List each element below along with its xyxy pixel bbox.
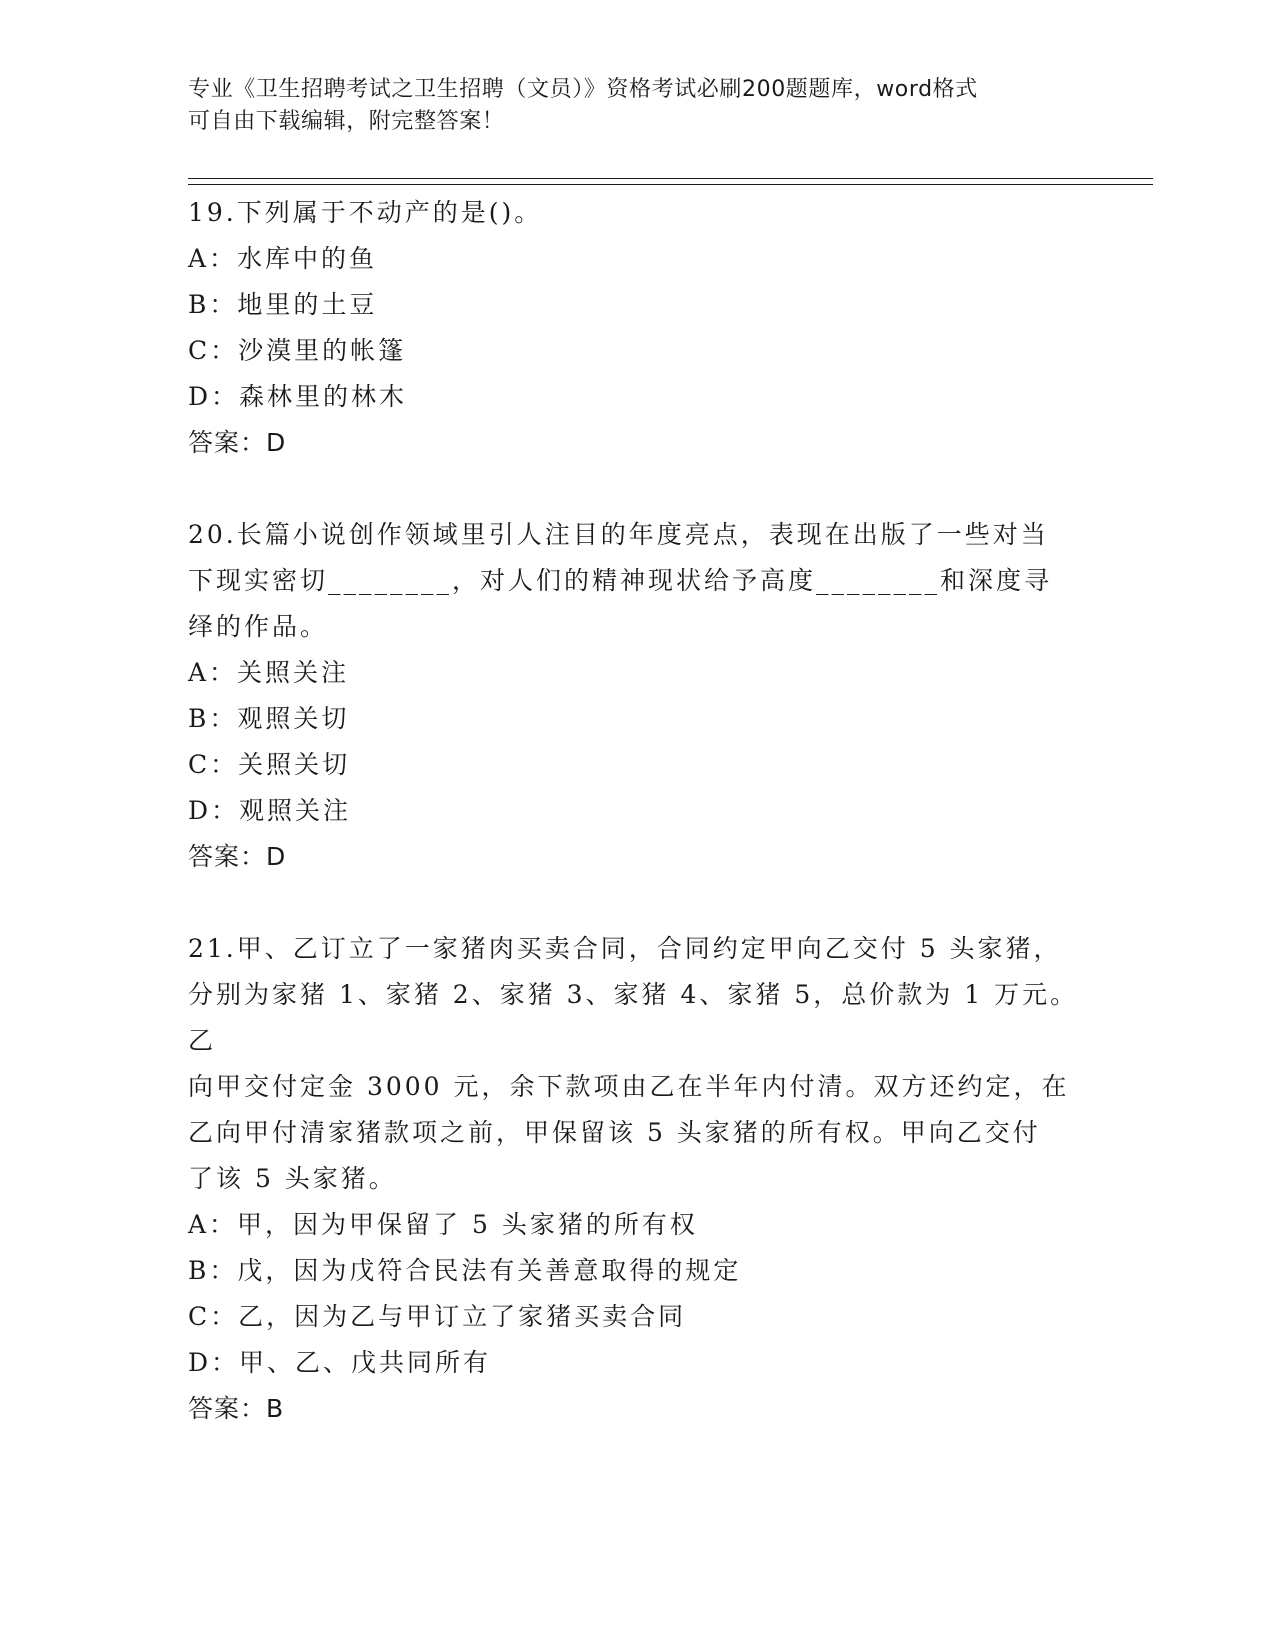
question-20 <box>188 512 1088 880</box>
option-c: C：沙漠里的帐篷 <box>188 336 407 365</box>
header-divider-top <box>188 178 1153 179</box>
spacer <box>188 466 1088 512</box>
header-divider-bottom <box>188 184 1153 185</box>
question-stem-line-3: 向甲交付定金 3000 元，余下款项由乙在半年内付清。双方还约定，在 <box>188 1072 1070 1101</box>
option-a: A：甲，因为甲保留了 5 头家猪的所有权 <box>188 1210 698 1239</box>
question-stem-line-2: 下现实密切________，对人们的精神现状给予高度________和深度寻 <box>188 566 1053 595</box>
option-a: A：水库中的鱼 <box>188 244 378 273</box>
option-d: D：森林里的林木 <box>188 382 408 411</box>
question-19 <box>188 190 1088 466</box>
option-c: C：乙，因为乙与甲订立了家猪买卖合同 <box>188 1302 687 1331</box>
option-b: B：地里的土豆 <box>188 290 378 319</box>
spacer <box>188 880 1088 926</box>
question-stem-line-2: 分别为家猪 1、家猪 2、家猪 3、家猪 4、家猪 5，总价款为 1 万元。乙 <box>188 980 1079 1055</box>
answer-label: 答案：D <box>188 842 287 871</box>
header-line-1: 专业《卫生招聘考试之卫生招聘（文员）》资格考试必刷200题题库，word格式 <box>188 77 978 102</box>
answer-label: 答案：D <box>188 428 287 457</box>
question-stem-line-1: 21.甲、乙订立了一家猪肉买卖合同，合同约定甲向乙交付 5 头家猪， <box>188 934 1062 963</box>
answer-label: 答案：B <box>188 1394 285 1423</box>
option-b: B：戊，因为戊符合民法有关善意取得的规定 <box>188 1256 742 1285</box>
option-b: B：观照关切 <box>188 704 350 733</box>
document-header <box>188 74 1068 138</box>
question-stem-line-5: 了该 5 头家猪。 <box>188 1164 397 1193</box>
question-21 <box>188 926 1088 1432</box>
option-a: A：关照关注 <box>188 658 350 687</box>
option-c: C：关照关切 <box>188 750 351 779</box>
option-d: D：观照关注 <box>188 796 352 825</box>
question-list <box>188 190 1088 1432</box>
header-line-2: 可自由下载编辑，附完整答案！ <box>188 109 505 134</box>
question-stem-line-1: 20.长篇小说创作领域里引人注目的年度亮点，表现在出版了一些对当 <box>188 520 1049 549</box>
question-stem-line-3: 绎的作品。 <box>188 612 329 641</box>
question-stem-line-4: 乙向甲付清家猪款项之前，甲保留该 5 头家猪的所有权。甲向乙交付 <box>188 1118 1041 1147</box>
option-d: D：甲、乙、戊共同所有 <box>188 1348 492 1377</box>
question-stem: 19.下列属于不动产的是()。 <box>188 198 543 227</box>
